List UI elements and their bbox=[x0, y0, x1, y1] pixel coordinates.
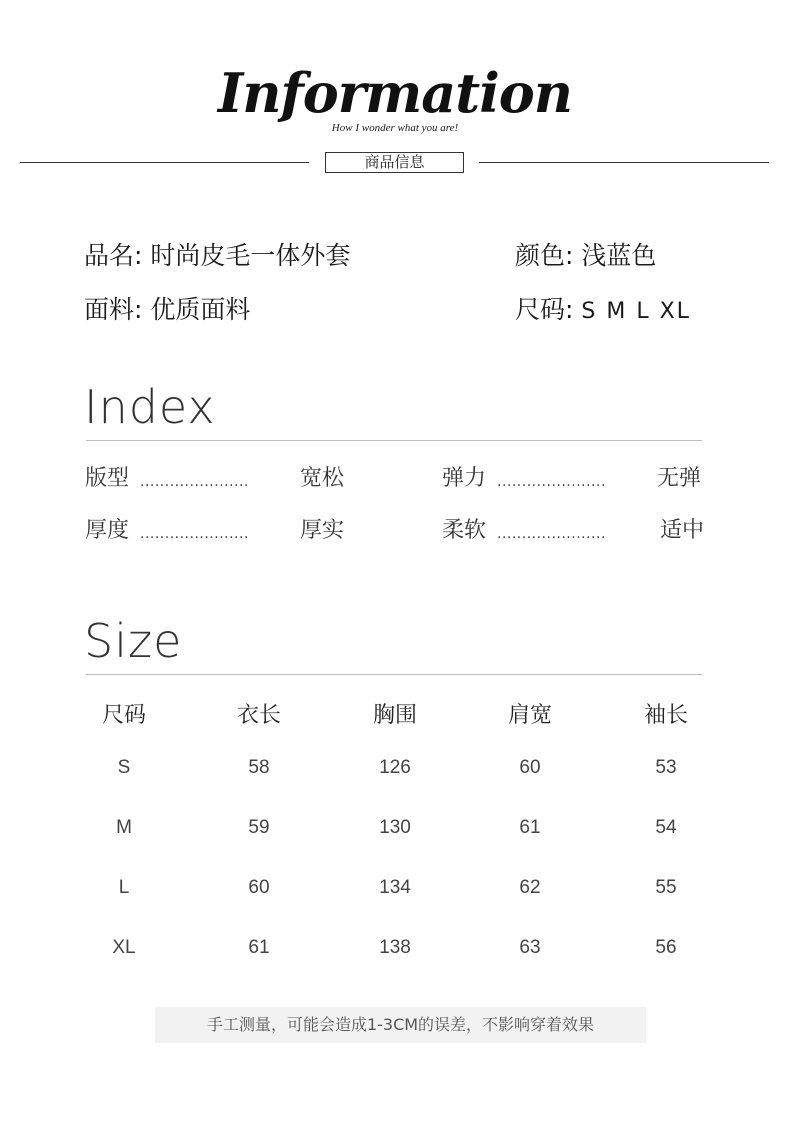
size-cell: 60 bbox=[248, 877, 270, 898]
size-header-sleeve: 袖长 bbox=[643, 703, 688, 728]
product-fabric-label: 面料: bbox=[84, 295, 143, 324]
product-name-row bbox=[84, 241, 350, 271]
size-cell: M bbox=[116, 817, 132, 838]
product-size-row bbox=[515, 295, 691, 327]
size-cell: L bbox=[118, 877, 130, 898]
index-value-softness: 适中 bbox=[660, 518, 705, 543]
size-divider bbox=[86, 674, 702, 675]
header-divider-left bbox=[20, 162, 309, 163]
size-cell: 134 bbox=[379, 877, 411, 898]
size-cell: 56 bbox=[655, 937, 677, 958]
index-dots-fit: ...................... bbox=[140, 474, 249, 490]
size-cell: 61 bbox=[248, 937, 270, 958]
size-header-chest: 胸围 bbox=[372, 703, 417, 728]
index-value-fit: 宽松 bbox=[300, 466, 345, 491]
index-dots-thickness: ...................... bbox=[140, 526, 249, 542]
index-label-fit: 版型 bbox=[85, 466, 130, 491]
size-header-shoulder: 肩宽 bbox=[507, 703, 552, 728]
size-header-size: 尺码 bbox=[101, 703, 146, 728]
size-header-length: 衣长 bbox=[236, 703, 281, 728]
product-fabric-row bbox=[84, 295, 250, 325]
index-divider bbox=[86, 440, 702, 441]
index-dots-elasticity: ...................... bbox=[497, 474, 606, 490]
size-cell: XL bbox=[112, 937, 136, 958]
size-cell: 130 bbox=[379, 817, 411, 838]
product-name-value: 时尚皮毛一体外套 bbox=[150, 241, 351, 270]
product-fabric-value: 优质面料 bbox=[150, 295, 251, 324]
page-title: Information bbox=[217, 61, 573, 125]
index-label-thickness: 厚度 bbox=[85, 518, 130, 543]
index-dots-softness: ...................... bbox=[497, 526, 606, 542]
size-cell: 60 bbox=[519, 757, 541, 778]
product-color-row bbox=[515, 241, 656, 271]
product-name-label: 品名: bbox=[84, 241, 143, 270]
index-label-softness: 柔软 bbox=[442, 518, 487, 543]
product-size-label: 尺码: bbox=[515, 295, 574, 324]
page-subtitle: How I wonder what you are! bbox=[331, 122, 459, 134]
size-cell: 126 bbox=[379, 757, 411, 778]
product-size-value: S M L XL bbox=[581, 299, 691, 324]
size-heading: Size bbox=[84, 614, 183, 668]
product-info-tag: 商品信息 bbox=[325, 152, 464, 173]
size-cell: 55 bbox=[655, 877, 677, 898]
size-cell: 58 bbox=[248, 757, 270, 778]
index-heading: Index bbox=[84, 380, 216, 434]
measurement-note: 手工测量，可能会造成1-3CM的误差，不影响穿着效果 bbox=[155, 1007, 646, 1043]
size-cell: S bbox=[117, 757, 131, 778]
index-value-thickness: 厚实 bbox=[300, 518, 345, 543]
size-cell: 53 bbox=[655, 757, 677, 778]
product-color-label: 颜色: bbox=[515, 241, 574, 270]
index-value-elasticity: 无弹 bbox=[657, 466, 702, 491]
size-cell: 62 bbox=[519, 877, 541, 898]
product-color-value: 浅蓝色 bbox=[581, 241, 657, 270]
size-cell: 138 bbox=[379, 937, 411, 958]
index-label-elasticity: 弹力 bbox=[442, 466, 487, 491]
size-cell: 61 bbox=[519, 817, 541, 838]
size-cell: 54 bbox=[655, 817, 677, 838]
size-cell: 59 bbox=[248, 817, 270, 838]
header-divider-right bbox=[479, 162, 769, 163]
size-cell: 63 bbox=[519, 937, 541, 958]
